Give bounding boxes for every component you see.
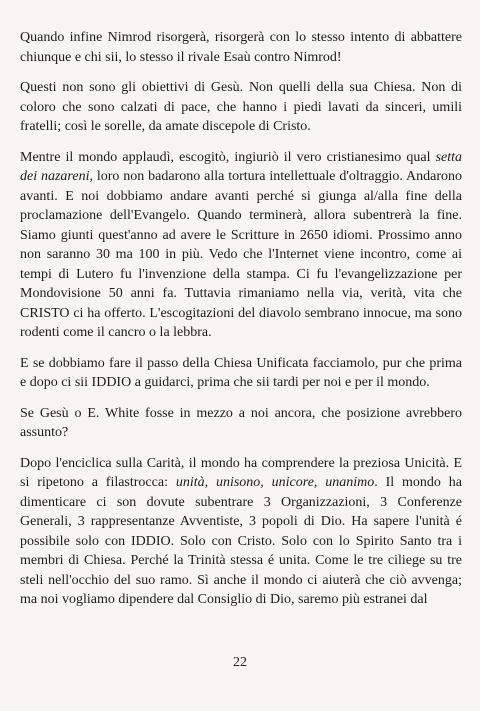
paragraph-6-text-b: . Il mondo ha dimenticare ci son dovute subentrare 3 Organizzazioni, 3 Conferenze Generali, 3 rappresentanze Avventiste, 3 popoli di Dio. Ha sapere l'unità é possibile solo con IDDIO. Solo con Cristo. Solo con lo Spirito Santo tra i membri di Chiesa. Perché la Trinità stessa é unita. Come le tre ciliege su tre steli nell'occhio del suo ramo. Sì anche il mondo ci aiuterà che ciò avvenga; ma noi vogliamo dipendere dal Consiglio di Dio, saremo più estranei dal xyxy=(20,475,462,607)
paragraph-6-text-a: Dopo l'enciclica sulla Carità, il mondo ha comprendere la preziosa Unicità. E si ripetono a filastrocca: xyxy=(20,455,462,490)
page-number: 22 xyxy=(233,655,247,670)
paragraph-3-text-a: Mentre il mondo applaudì, escogitò, ingiuriò il vero cristianesimo qual xyxy=(20,149,431,165)
paragraph-6 xyxy=(20,454,462,610)
paragraph-4: E se dobbiamo fare il passo della Chiesa Unificata facciamolo, pur che prima e dopo ci sii IDDIO a guidarci, prima che sii tardi per noi e per il mondo. xyxy=(20,355,462,390)
paragraph-3-text-b: loro non badarono alla tortura intellettuale d'oltraggio. Andarono avanti. E noi dobbiamo andare avanti perché si giunga al/alla fine della proclamazione dell'Evangelo. Quando terminerà, allora subentrerà la fine. Siamo giunti quest'anno ad avere le Scritture in 2650 idiomi. Prossimo anno non saranno 30 ma 100 in più. Vedo che l'Internet viene incontro, come ai tempi di Lutero fu l'invenzione della stampa. Ci fu l'evangelizzazione per Mondovisione 50 anni fa. Tuttavia rimaniamo nella via, verità, vita che CRISTO ci ha offerto. L'escogitazioni del diavolo sembrano innocue, ma sono rodenti come il cancro o la lebbra. xyxy=(20,169,462,340)
paragraph-2: Questi non sono gli obiettivi di Gesù. Non quelli della sua Chiesa. Non di coloro che sono calzati di pace, che hanno i piedi lavati da sinceri, umili fratelli; così le sorelle, da amate discepole di Cristo. xyxy=(20,80,462,134)
paragraph-1: Quando infine Nimrod risorgerà, risorgerà con lo stesso intento di abbattere chiunque e chi sii, lo stesso il rivale Esaù contro Nimrod! xyxy=(20,30,462,65)
paragraph-3 xyxy=(20,148,462,343)
paragraph-3-italic: setta dei nazareni, xyxy=(20,149,463,184)
paragraph-6-italic: unità, unisono, unicore, unanimo xyxy=(175,475,375,490)
paragraph-5: Se Gesù o E. White fosse in mezzo a noi ancora, che posizione avrebbero assunto? xyxy=(20,405,462,440)
